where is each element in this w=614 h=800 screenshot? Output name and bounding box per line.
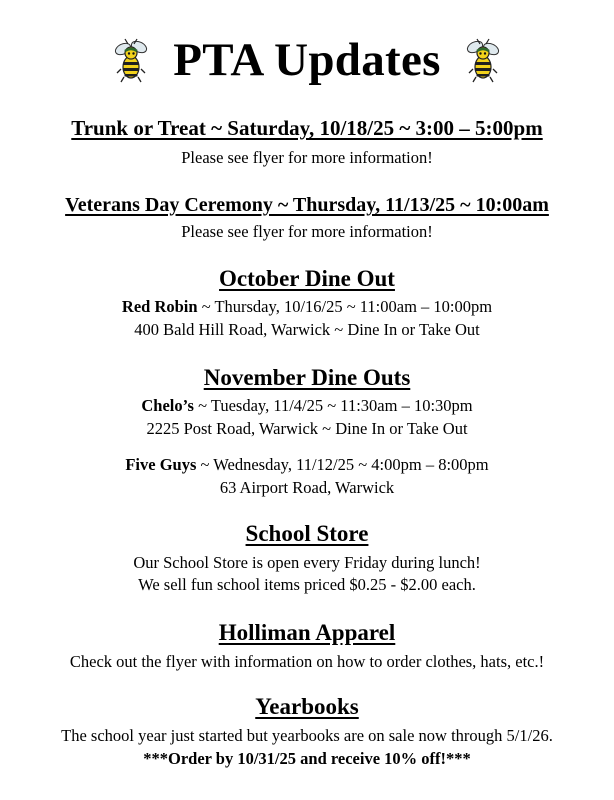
flyer-header [0, 28, 614, 92]
school-store-heading: School Store [245, 521, 369, 546]
yearbooks-line: The school year just started but yearbooks are on sale now through 5/1/26. [61, 726, 553, 745]
restaurant-when: ~ Thursday, 10/16/25 ~ 11:00am – 10:00pm [197, 297, 493, 316]
red-robin-when [0, 297, 614, 317]
bee-mascot-icon [111, 37, 151, 83]
restaurant-name: Chelo’s [141, 396, 194, 415]
november-dine-outs-heading: November Dine Outs [203, 365, 411, 390]
five-guys-when [0, 455, 614, 475]
chelos-when [0, 396, 614, 416]
red-robin-address: 400 Bald Hill Road, Warwick ~ Dine In or Take Out [134, 320, 480, 339]
restaurant-when: ~ Tuesday, 11/4/25 ~ 11:30am – 10:30pm [193, 396, 473, 415]
school-store-line: Our School Store is open every Friday during lunch! [133, 553, 481, 572]
school-store-line: We sell fun school items priced $0.25 - $2.00 each. [138, 575, 476, 594]
yearbooks-promo: ***Order by 10/31/25 and receive 10% off!*** [143, 749, 471, 768]
holliman-apparel-heading: Holliman Apparel [218, 620, 396, 645]
chelos-address: 2225 Post Road, Warwick ~ Dine In or Take Out [146, 419, 468, 438]
yearbooks-heading: Yearbooks [255, 694, 359, 719]
october-dine-out-heading: October Dine Out [219, 266, 395, 291]
veterans-day-heading: Veterans Day Ceremony ~ Thursday, 11/13/25 ~ 10:00am [65, 194, 549, 216]
veterans-day-note: Please see flyer for more information! [181, 222, 433, 241]
trunk-or-treat-note: Please see flyer for more information! [181, 148, 433, 167]
bee-mascot-icon [463, 37, 503, 83]
restaurant-name: Five Guys [125, 455, 197, 474]
restaurant-when: ~ Wednesday, 11/12/25 ~ 4:00pm – 8:00pm [196, 455, 489, 474]
holliman-apparel-line: Check out the flyer with information on how to order clothes, hats, etc.! [69, 652, 545, 671]
trunk-or-treat-heading: Trunk or Treat ~ Saturday, 10/18/25 ~ 3:00 – 5:00pm [71, 116, 543, 140]
restaurant-name: Red Robin [121, 297, 198, 316]
five-guys-address: 63 Airport Road, Warwick [219, 478, 395, 497]
page-title: PTA Updates [173, 33, 441, 86]
